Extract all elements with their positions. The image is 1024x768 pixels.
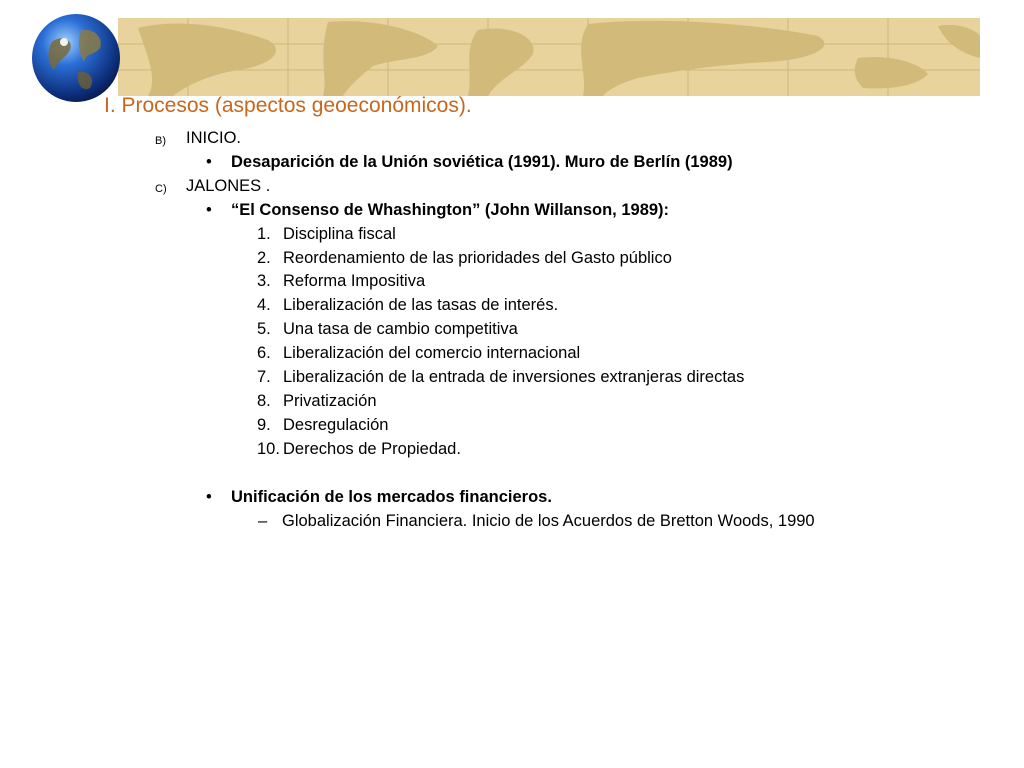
sub-item-bretton-woods: Globalización Financiera. Inicio de los Acuerdos de Bretton Woods, 1990 xyxy=(282,512,815,530)
list-item: 6. Liberalización del comercio internacional xyxy=(257,344,581,362)
bullet-consenso: “El Consenso de Whashington” (John Willanson, 1989): xyxy=(231,201,670,219)
bullet-inicio: Desaparición de la Unión soviética (1991). Muro de Berlín (1989) xyxy=(231,153,733,171)
section-heading-jalones: JALONES . xyxy=(186,177,271,195)
list-item: 10. Derechos de Propiedad. xyxy=(257,440,461,458)
slide-title: I. Procesos (aspectos geoeconómicos). xyxy=(104,94,472,117)
list-item: 2. Reordenamiento de las prioridades del Gasto público xyxy=(257,249,672,267)
list-item: 3. Reforma Impositiva xyxy=(257,272,426,290)
section-heading-inicio: INICIO. xyxy=(186,129,242,147)
bullet-glyph: • xyxy=(206,488,212,506)
dash-glyph: – xyxy=(258,512,268,530)
bullet-glyph: • xyxy=(206,153,212,171)
world-map-graphic xyxy=(118,18,980,96)
list-item: 5. Una tasa de cambio competitiva xyxy=(257,320,518,338)
bullet-glyph: • xyxy=(206,201,212,219)
list-item: 1. Disciplina fiscal xyxy=(257,225,396,243)
bullet-unificacion: Unificación de los mercados financieros. xyxy=(231,488,552,506)
world-map-banner xyxy=(118,18,980,96)
section-marker-b: B) xyxy=(155,135,166,147)
section-marker-c: C) xyxy=(155,183,167,195)
list-item: 9. Desregulación xyxy=(257,416,389,434)
globe-icon xyxy=(30,12,122,104)
list-item: 4. Liberalización de las tasas de interés. xyxy=(257,296,559,314)
list-item: 8. Privatización xyxy=(257,392,377,410)
list-item: 7. Liberalización de la entrada de inversiones extranjeras directas xyxy=(257,368,745,386)
